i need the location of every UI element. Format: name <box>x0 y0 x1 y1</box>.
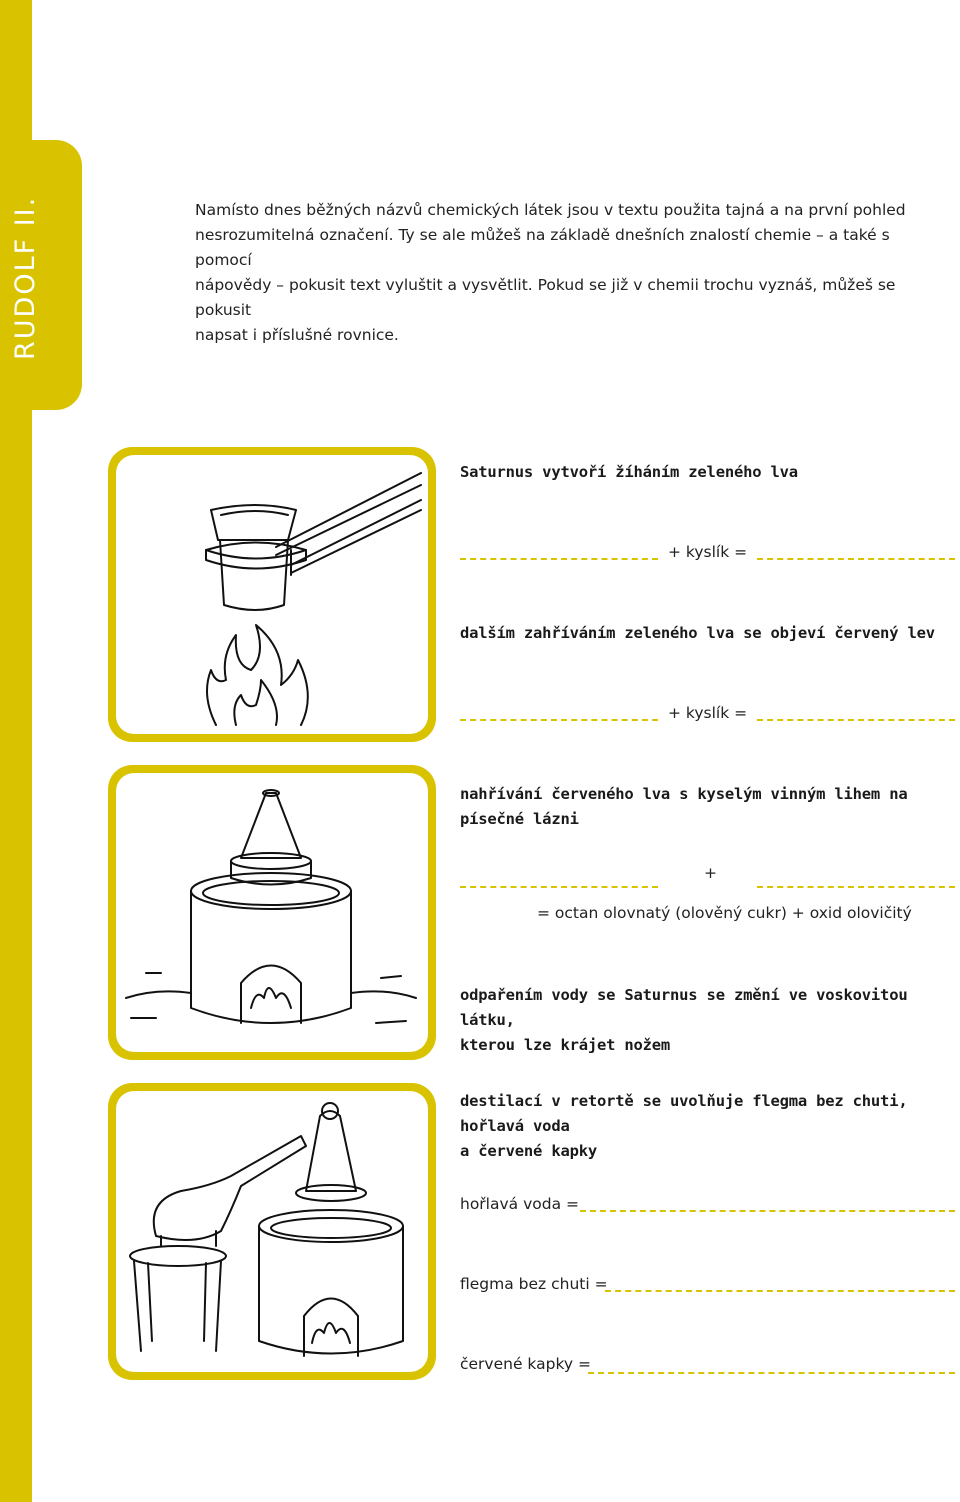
chapter-title: RUDOLF II. <box>10 195 41 360</box>
illustration-frame-retort <box>108 1083 436 1380</box>
intro-line: nesrozumitelná označení. Ty se ale můžeš na základě dnešních znalostí chemie – a také s pomocí <box>195 226 890 269</box>
crucible-tongs-illustration <box>116 455 428 734</box>
step-5-heading <box>460 1089 960 1164</box>
intro-line: napsat i příslušné rovnice. <box>195 326 399 344</box>
step-4-line: odpařením vody se Saturnus se změní ve voskovitou látku, <box>460 986 908 1029</box>
equation-1: + kyslík = <box>668 543 748 561</box>
answer-blank-flegma[interactable] <box>605 1290 955 1292</box>
plus-sign: + <box>704 864 717 882</box>
tab-notch-top <box>32 0 82 140</box>
intro-paragraph <box>195 198 935 348</box>
equation-2: + kyslík = <box>668 704 748 722</box>
step-4-heading <box>460 983 960 1058</box>
retort-distillation-illustration <box>116 1091 428 1372</box>
answer-blank-2a[interactable] <box>460 719 658 721</box>
illustration-frame-crucible <box>108 447 436 742</box>
intro-line: nápovědy – pokusit text vyluštit a vysvětlit. Pokud se již v chemii trochu vyznáš, můžeš se pokusit <box>195 276 896 319</box>
answer-label-horlava-voda: hořlavá voda = <box>460 1195 579 1213</box>
furnace-illustration <box>116 773 428 1052</box>
step-2-heading: dalším zahříváním zeleného lva se objeví červený lev <box>460 624 935 642</box>
answer-blank-kapky[interactable] <box>588 1372 955 1374</box>
step-3-heading: nahřívání červeného lva s kyselým vinným lihem na písečné lázni <box>460 785 908 828</box>
answer-blank-3b[interactable] <box>757 886 955 888</box>
step-1-heading: Saturnus vytvoří žíháním zeleného lva <box>460 463 798 481</box>
tab-notch-bottom <box>32 410 82 470</box>
illustration-frame-furnace <box>108 765 436 1060</box>
answer-label-flegma: flegma bez chuti = <box>460 1275 608 1293</box>
intro-line: Namísto dnes běžných názvů chemických látek jsou v textu použita tajná a na první pohled <box>195 201 906 219</box>
answer-blank-3a[interactable] <box>460 886 658 888</box>
equation-3-result: = octan olovnatý (olověný cukr) + oxid olovičitý <box>537 904 912 922</box>
step-5-line: a červené kapky <box>460 1142 597 1160</box>
answer-blank-horlava-voda[interactable] <box>580 1210 955 1212</box>
step-5-line: destilací v retortě se uvolňuje flegma bez chuti, hořlavá voda <box>460 1092 908 1135</box>
step-4-line: kterou lze krájet nožem <box>460 1036 671 1054</box>
answer-blank-2b[interactable] <box>757 719 955 721</box>
answer-label-kapky: červené kapky = <box>460 1355 591 1373</box>
answer-blank-1a[interactable] <box>460 558 658 560</box>
answer-blank-1b[interactable] <box>757 558 955 560</box>
